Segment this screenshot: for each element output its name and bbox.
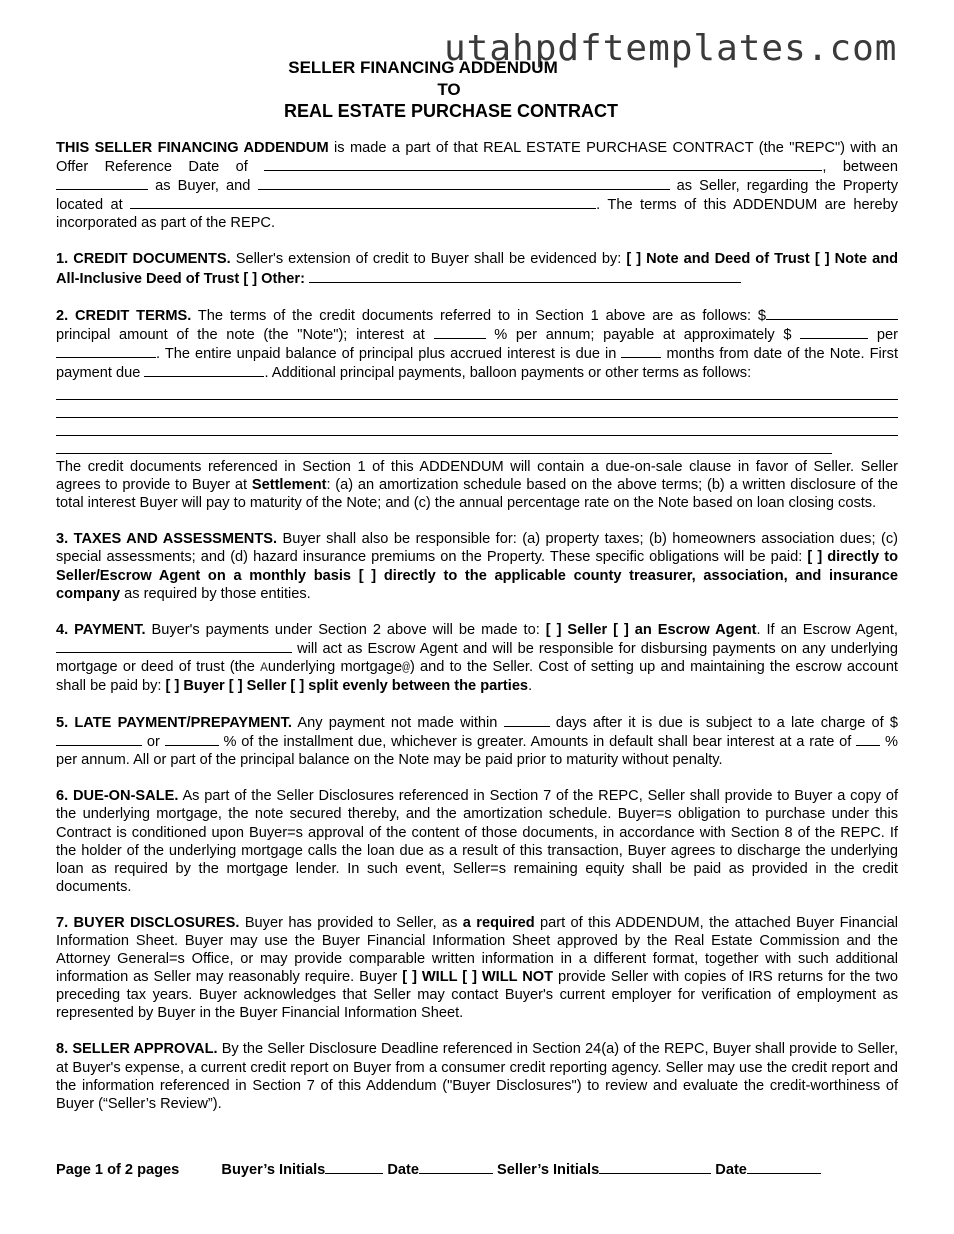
section-7-text: part of this ADDENDUM, the attached Buyer Financial Information Sheet. Buyer may use the Buyer Financial Information Sheet approved by the Real Estate Commission and the Attorney General=s Office, or may provide comparable written information in a different format, together with such additional information as Seller may reasonably require. Buyer <box>56 914 898 986</box>
section-5-text: % per annum. All or part of the principal balance on the Note may be paid prior to maturity without penalty. <box>56 734 898 769</box>
buyer-initials-label: Buyer’s Initials <box>221 1162 326 1178</box>
late-percent-field[interactable] <box>165 732 219 746</box>
intro-lead: THIS SELLER FINANCING ADDENDUM <box>56 140 329 156</box>
section-5-text: % of the installment due, whichever is greater. Amounts in default shall bear interest at a rate of <box>223 734 852 751</box>
section-7-text: provide Seller with copies of IRS returns for the two preceding tax years. Buyer acknowledges that Seller may contact Buyer's current employer for verification of employment as represented by Buyer in the Buyer Financial Information Sheet. <box>56 969 898 1022</box>
required-term: a required <box>462 914 535 931</box>
page-footer <box>56 1160 821 1178</box>
buyer-date-label: Date <box>387 1162 419 1178</box>
tax-payment-checkboxes[interactable]: [ ] directly to Seller/Escrow Agent on a monthly basis [ ] directly to the applicable county treasurer, association, and insurance company <box>56 549 898 602</box>
grace-days-field[interactable] <box>504 713 550 727</box>
section-3-heading: 3. TAXES AND ASSESSMENTS. <box>56 531 278 548</box>
section-1-heading: 1. CREDIT DOCUMENTS. <box>56 251 231 268</box>
section-2-text: . The entire unpaid balance of principal plus accrued interest is due in <box>156 345 617 362</box>
other-document-field[interactable] <box>309 269 741 283</box>
principal-field[interactable] <box>766 306 898 320</box>
first-payment-field[interactable] <box>144 363 264 377</box>
section-3-text: as required by those entities. <box>124 585 311 602</box>
section-5-text: Any payment not made within <box>297 715 498 732</box>
section-8 <box>56 1040 898 1112</box>
page-number: Page 1 of 2 pages <box>56 1162 180 1178</box>
intro-text: is made a part of that REAL ESTATE PURCHASE CONTRACT (the "REPC") with an Offer Reference Date of <box>56 140 898 176</box>
payee-checkboxes[interactable]: [ ] Seller [ ] an Escrow Agent <box>545 621 757 638</box>
title-line-1: SELLER FINANCING ADDENDUM <box>288 58 558 77</box>
intro-text: , between <box>822 159 898 176</box>
section-2-text: principal amount of the note (the "Note"); interest at <box>56 326 425 343</box>
section-1-text: Seller's extension of credit to Buyer shall be evidenced by: <box>235 251 622 268</box>
section-1 <box>56 250 898 287</box>
dollar-sign: $ <box>757 307 767 324</box>
section-2-heading: 2. CREDIT TERMS. <box>56 307 192 324</box>
section-3 <box>56 530 898 602</box>
addendum-body <box>56 139 898 1113</box>
title-line-3: REAL ESTATE PURCHASE CONTRACT <box>283 101 618 121</box>
section-7-text: Buyer has provided to Seller, as <box>244 914 458 931</box>
default-rate-field[interactable] <box>856 732 880 746</box>
section-5-heading: 5. LATE PAYMENT/PREPAYMENT. <box>56 715 292 732</box>
section-5-text: days after it is due is subject to a late charge of $ <box>555 715 899 732</box>
interest-rate-field[interactable] <box>434 325 486 339</box>
section-7 <box>56 914 898 1023</box>
quote-glyph: @ <box>402 659 410 675</box>
section-8-heading: 8. SELLER APPROVAL. <box>56 1041 218 1058</box>
seller-date-label: Date <box>715 1162 747 1178</box>
irs-returns-checkboxes[interactable]: [ ] WILL [ ] WILL NOT <box>402 969 554 986</box>
section-4 <box>56 621 898 695</box>
seller-initials-field[interactable] <box>599 1160 711 1174</box>
other-terms-line[interactable] <box>56 382 898 400</box>
section-8-text: By the Seller Disclosure Deadline referenced in Section 24(a) of the REPC, Buyer shall provide to Seller, at Buyer's expense, a current credit report on Buyer from a consumer credit reporting agency. Seller may use the credit report and the information referenced in Section 7 of this Addendum ("Buyer Disclosures") to review and evaluate the credit-worthiness of Buyer (“Seller’s Review”). <box>56 1041 898 1112</box>
escrow-agent-field[interactable] <box>56 639 292 653</box>
section-2-text: The credit documents referenced in Section 1 of this ADDENDUM will contain a due-on-sale clause in favor of Seller. Seller agrees to provide to Buyer at <box>56 459 898 494</box>
seller-name-field[interactable] <box>258 176 670 190</box>
intro-text: . The terms of this ADDENDUM are hereby incorporated as part of the REPC. <box>56 197 898 232</box>
payment-period-field[interactable] <box>56 344 156 358</box>
section-2-text: per <box>876 326 899 343</box>
other-terms-line[interactable] <box>56 418 898 436</box>
section-4-text: will act as Escrow Agent and will be responsible for disbursing payments on any underlying mortgage or deed of trust (the <box>56 640 898 675</box>
seller-initials-label: Seller’s Initials <box>497 1162 600 1178</box>
section-2 <box>56 306 898 382</box>
section-5-text: or <box>146 734 160 751</box>
section-2-text: % per annum; payable at approximately $ <box>494 326 792 343</box>
note-deed-checkbox[interactable]: [ ] Note and Deed of Trust <box>626 251 810 268</box>
section-4-text: . If an Escrow Agent, <box>756 621 898 638</box>
section-4-text: . <box>528 677 533 694</box>
other-terms-line[interactable] <box>56 400 898 418</box>
section-2-text: . Additional principal payments, balloon payments or other terms as follows: <box>264 364 752 381</box>
payment-amount-field[interactable] <box>800 325 868 339</box>
quote-glyph: A <box>260 659 268 675</box>
watermark: utahpdftemplates.com <box>444 28 898 69</box>
property-address-field[interactable] <box>130 195 596 209</box>
section-6-heading: 6. DUE-ON-SALE. <box>56 788 179 805</box>
other-terms-line[interactable] <box>56 436 832 454</box>
section-6-text: As part of the Seller Disclosures referenced in Section 7 of the REPC, Seller shall provide to Buyer a copy of the underlying mortgage, the note secured thereby, and the amortization schedule. Buyer=s obligation to purchase under this Contract is conditioned upon Buyer=s approval of the content of those documents, in accordance with Section 8 of the REPC. If the holder of the underlying mortgage calls the loan due as a result of this transaction, Buyer agrees to discharge the underlying loan as required by the mortgage lender. In such event, Seller=s remaining equity shall be paid as provided in the credit documents. <box>56 788 898 895</box>
seller-date-field[interactable] <box>747 1160 821 1174</box>
section-4-heading: 4. PAYMENT. <box>56 621 146 638</box>
section-7-heading: 7. BUYER DISCLOSURES. <box>56 914 240 931</box>
buyer-name-field[interactable] <box>56 176 148 190</box>
title-line-2: TO <box>437 80 461 99</box>
late-charge-field[interactable] <box>56 732 142 746</box>
intro-paragraph <box>56 139 898 232</box>
intro-text: as Buyer, and <box>155 178 251 195</box>
intro-text: as Seller, regarding the Property located at <box>56 178 899 214</box>
months-due-field[interactable] <box>621 344 661 358</box>
settlement-term: Settlement <box>251 477 327 494</box>
section-4-text: ) and to the Seller. Cost of setting up and maintaining the escrow account shall be paid by: <box>56 658 898 694</box>
section-6 <box>56 787 898 896</box>
section-3-text: Buyer shall also be responsible for: (a) property taxes; (b) homeowners association dues; (c) special assessments; and (d) hazard insurance premiums on the Property. These specific obligations will be paid: <box>56 531 898 566</box>
section-5 <box>56 713 898 769</box>
section-2-text: : (a) an amortization schedule based on the above terms; (b) a written disclosure of the total interest Buyer will pay to maturity of the Note; and (c) the annual percentage rate on the Note based on loan closing costs. <box>56 477 898 512</box>
section-4-text: underlying mortgage <box>267 658 403 675</box>
all-inclusive-other-checkbox[interactable]: [ ] Note and All-Inclusive Deed of Trust [ ] Other: <box>56 251 899 287</box>
section-2-text: months from date of the Note. First payment due <box>56 345 899 381</box>
buyer-initials-field[interactable] <box>325 1160 383 1174</box>
section-4-text: Buyer's payments under Section 2 above will be made to: <box>151 621 540 638</box>
section-2-text: The terms of the credit documents referred to in Section 1 above are as follows: <box>197 307 752 324</box>
buyer-date-field[interactable] <box>419 1160 493 1174</box>
escrow-cost-checkboxes[interactable]: [ ] Buyer [ ] Seller [ ] split evenly between the parties <box>165 677 529 694</box>
offer-date-field[interactable] <box>264 157 822 171</box>
section-2-paragraph-2 <box>56 458 898 512</box>
